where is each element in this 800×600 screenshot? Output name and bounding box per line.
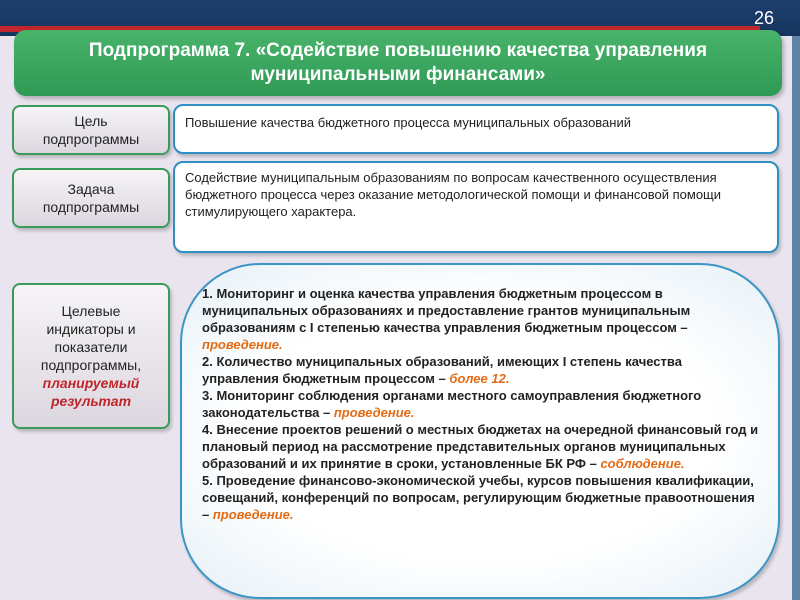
task-label: Задача подпрограммы [42, 181, 140, 215]
indicator-item: 3. Мониторинг соблюдения органами местного самоуправления бюджетного законодательства – проведение. [202, 388, 702, 420]
indicator-item: 1. Мониторинг и оценка качества управления бюджетным процессом в муниципальных образованиях и предоставление грантов муниципальным образованиям с I степенью качества управления бюджетным процессом – проведение. [202, 286, 691, 352]
indicator-result: соблюдение. [600, 456, 685, 471]
slide-number: 26 [753, 8, 774, 28]
right-edge-bar [792, 36, 800, 600]
goal-text: Повышение качества бюджетного процесса муниципальных образований [185, 115, 631, 130]
slide-title [14, 30, 782, 96]
indicators-label-emphasis: планируемый результат [42, 375, 140, 409]
indicator-result: проведение. [212, 507, 294, 522]
slide-title-text: Подпрограмма 7. «Содействие повышению качества управления муниципальными финансами» [88, 40, 708, 85]
indicator-result: более 12. [449, 371, 510, 386]
task-text: Содействие муниципальным образованиям по вопросам качественного осуществления бюджетного процесса через оказание методологической помощи и финансовой помощи стимулирующего характера. [185, 170, 722, 219]
goal-label: Цель подпрограммы [42, 113, 140, 147]
indicator-item: 5. Проведение финансово-экономической учебы, курсов повышения квалификации, совещаний, конференций по вопросам, регулирующим бюджетные правоотношения – проведение. [202, 473, 755, 522]
indicator-result: проведение. [333, 405, 415, 420]
indicators-label-box [12, 283, 170, 429]
task-content-box [173, 161, 779, 253]
indicator-result: проведение. [202, 337, 283, 352]
task-label-box [12, 168, 170, 228]
indicators-label: Целевые индикаторы и показатели подпрограммы, [40, 303, 142, 373]
indicators-list [202, 285, 762, 523]
indicator-item: 4. Внесение проектов решений о местных бюджетах на очередной финансовый год и плановый период на рассмотрение представительных органов муниципальных образований и их принятие в сроки, установленные БК РФ – соблюдение. [202, 422, 759, 471]
indicator-item: 2. Количество муниципальных образований, имеющих I степень качества управления бюджетным процессом – более 12. [202, 354, 682, 386]
goal-label-box [12, 105, 170, 155]
goal-content-box [173, 104, 779, 154]
